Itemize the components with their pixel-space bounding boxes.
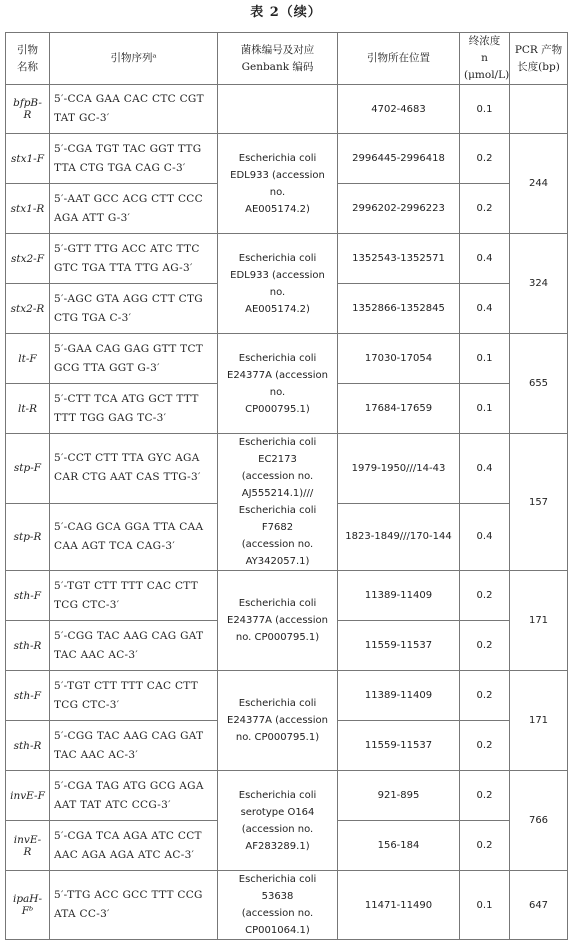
table-row — [6, 85, 568, 134]
primer-name: stp-R — [6, 503, 50, 570]
primer-name: sth-R — [6, 721, 50, 771]
primer-position: 156-184 — [338, 821, 460, 871]
table-row — [6, 234, 568, 284]
primer-name: stx2-F — [6, 234, 50, 284]
table-title: 表 2（续） — [250, 5, 322, 20]
primer-concentration: 0.1 — [460, 334, 510, 384]
primer-name: sth-R — [6, 621, 50, 671]
strain-cell — [218, 85, 338, 134]
primer-sequence: 5′-CCA GAA CAC CTC CGT TAT GC-3′ — [50, 85, 218, 134]
primer-name: invE-R — [6, 821, 50, 871]
primer-sequence: 5′-GAA CAG GAG GTT TCT GCG TTA GGT G-3′ — [50, 334, 218, 384]
table-row — [6, 871, 568, 940]
strain-cell: Escherichia coli 53638 (accession no. CP001064.1) — [218, 871, 338, 940]
primer-sequence: 5′-AAT GCC ACG CTT CCC AGA ATT G-3′ — [50, 184, 218, 234]
primer-concentration: 0.4 — [460, 434, 510, 504]
primer-concentration: 0.2 — [460, 621, 510, 671]
product-length: 655 — [510, 334, 568, 434]
strain-cell: Escherichia coli EDL933 (accession no. AE005174.2) — [218, 234, 338, 334]
product-length: 244 — [510, 134, 568, 234]
primer-name: sth-F — [6, 571, 50, 621]
primer-concentration: 0.2 — [460, 134, 510, 184]
primer-position: 17684-17659 — [338, 384, 460, 434]
primer-name: stp-F — [6, 434, 50, 504]
primer-concentration: 0.1 — [460, 871, 510, 940]
primer-name: ipaH-Fᵇ — [6, 871, 50, 940]
table-row — [6, 134, 568, 184]
primer-position: 11559-11537 — [338, 721, 460, 771]
strain-cell: Escherichia coli EC2173 (accession no. AJ555214.1)/// Escherichia coli F7682 (accession no. AY342057.1) — [218, 434, 338, 571]
primer-name: lt-R — [6, 384, 50, 434]
primer-position: 1823-1849///170-144 — [338, 503, 460, 570]
primer-sequence: 5′-CCT CTT TTA GYC AGA CAR CTG AAT CAS TTG-3′ — [50, 434, 218, 504]
primer-name: stx2-R — [6, 284, 50, 334]
primer-sequence: 5′-TTG ACC GCC TTT CCG ATA CC-3′ — [50, 871, 218, 940]
product-length: 171 — [510, 571, 568, 671]
header-row — [6, 33, 568, 85]
primer-sequence: 5′-CGG TAC AAG CAG GAT TAC AAC AC-3′ — [50, 621, 218, 671]
primer-concentration: 0.2 — [460, 184, 510, 234]
product-length: 647 — [510, 871, 568, 940]
header-sequence: 引物序列ᵃ — [50, 33, 218, 85]
primer-name: sth-F — [6, 671, 50, 721]
primer-name: stx1-R — [6, 184, 50, 234]
primer-concentration: 0.2 — [460, 771, 510, 821]
table-row — [6, 671, 568, 721]
primer-sequence: 5′-CGG TAC AAG CAG GAT TAC AAC AC-3′ — [50, 721, 218, 771]
header-name: 引物 名称 — [6, 33, 50, 85]
primer-sequence: 5′-CAG GCA GGA TTA CAA CAA AGT TCA CAG-3′ — [50, 503, 218, 570]
product-length: 157 — [510, 434, 568, 571]
primer-table — [5, 32, 568, 940]
primer-concentration: 0.2 — [460, 571, 510, 621]
primer-position: 4702-4683 — [338, 85, 460, 134]
header-length: PCR 产物 长度(bp) — [510, 33, 568, 85]
primer-concentration: 0.4 — [460, 284, 510, 334]
header-concentration: 终浓度 n (μmol/L) — [460, 33, 510, 85]
primer-position: 11389-11409 — [338, 571, 460, 621]
strain-cell: Escherichia coli E24377A (accession no. CP000795.1) — [218, 334, 338, 434]
primer-sequence: 5′-CGA TAG ATG GCG AGA AAT TAT ATC CCG-3′ — [50, 771, 218, 821]
strain-cell: Escherichia coli serotype O164 (accession no. AF283289.1) — [218, 771, 338, 871]
primer-name: lt-F — [6, 334, 50, 384]
table-row — [6, 571, 568, 621]
product-length: 766 — [510, 771, 568, 871]
primer-position: 11389-11409 — [338, 671, 460, 721]
product-length: 171 — [510, 671, 568, 771]
primer-position: 1979-1950///14-43 — [338, 434, 460, 504]
primer-position: 2996202-2996223 — [338, 184, 460, 234]
primer-concentration: 0.1 — [460, 85, 510, 134]
primer-sequence: 5′-CGA TGT TAC GGT TTG TTA CTG TGA CAG C-3′ — [50, 134, 218, 184]
primer-concentration: 0.2 — [460, 821, 510, 871]
primer-concentration: 0.1 — [460, 384, 510, 434]
primer-concentration: 0.4 — [460, 503, 510, 570]
header-position: 引物所在位置 — [338, 33, 460, 85]
primer-name: stx1-F — [6, 134, 50, 184]
primer-name: bfpB-R — [6, 85, 50, 134]
table-row — [6, 334, 568, 384]
primer-position: 17030-17054 — [338, 334, 460, 384]
primer-sequence: 5′-AGC GTA AGG CTT CTG CTG TGA C-3′ — [50, 284, 218, 334]
primer-concentration: 0.2 — [460, 721, 510, 771]
strain-cell: Escherichia coli EDL933 (accession no. AE005174.2) — [218, 134, 338, 234]
primer-sequence: 5′-CGA TCA AGA ATC CCT AAC AGA AGA ATC AC-3′ — [50, 821, 218, 871]
primer-sequence: 5′-CTT TCA ATG GCT TTT TTT TGG GAG TC-3′ — [50, 384, 218, 434]
primer-position: 11471-11490 — [338, 871, 460, 940]
primer-position: 1352543-1352571 — [338, 234, 460, 284]
primer-position: 11559-11537 — [338, 621, 460, 671]
primer-position: 921-895 — [338, 771, 460, 821]
primer-sequence: 5′-TGT CTT TTT CAC CTT TCG CTC-3′ — [50, 671, 218, 721]
primer-sequence: 5′-TGT CTT TTT CAC CTT TCG CTC-3′ — [50, 571, 218, 621]
header-strain: 菌株编号及对应 Genbank 编码 — [218, 33, 338, 85]
primer-position: 2996445-2996418 — [338, 134, 460, 184]
product-length: 324 — [510, 234, 568, 334]
product-length — [510, 85, 568, 134]
primer-concentration: 0.2 — [460, 671, 510, 721]
primer-concentration: 0.4 — [460, 234, 510, 284]
table-row — [6, 434, 568, 504]
strain-cell: Escherichia coli E24377A (accession no. CP000795.1) — [218, 671, 338, 771]
primer-name: invE-F — [6, 771, 50, 821]
table-row — [6, 771, 568, 821]
primer-position: 1352866-1352845 — [338, 284, 460, 334]
strain-cell: Escherichia coli E24377A (accession no. CP000795.1) — [218, 571, 338, 671]
primer-sequence: 5′-GTT TTG ACC ATC TTC GTC TGA TTA TTG AG-3′ — [50, 234, 218, 284]
